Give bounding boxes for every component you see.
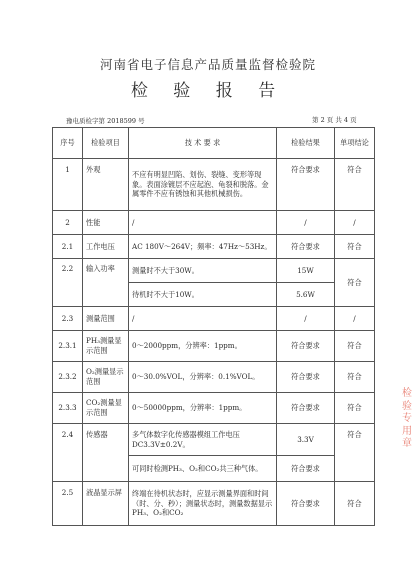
row-result: 符合要求 (277, 331, 335, 362)
row-item: CO₂测量显示范围 (83, 393, 129, 424)
row-conclusion: 符合 (335, 259, 375, 307)
table-row (53, 211, 375, 235)
row-result: 符合要求 (277, 393, 335, 424)
row-conclusion: 符合 (335, 331, 375, 362)
row-no: 2.5 (53, 482, 83, 526)
row-requirement: 多气体数字化传感器模组工作电压DC3.3V±0.2V。 (129, 424, 277, 456)
row-item: 液晶显示屏 (83, 482, 129, 526)
row-item: 外观 (83, 159, 129, 211)
row-requirement: 0～50000ppm，分辨率：1ppm。 (129, 393, 277, 424)
row-requirement: 0～2000ppm，分辨率：1ppm。 (129, 331, 277, 362)
row-result: 符合要求 (277, 235, 335, 259)
row-no: 2.3 (53, 307, 83, 331)
row-result: 15W (277, 259, 335, 283)
row-item: 性能 (83, 211, 129, 235)
row-item: O₂测量显示范围 (83, 362, 129, 393)
row-result: 符合要求 (277, 362, 335, 393)
col-header-conclusion: 单项结论 (335, 128, 375, 159)
row-conclusion: 符合 (335, 235, 375, 259)
row-requirement: 终端在待机状态时，应显示测量界面和时间（时、分、秒）；测量状态时，测量数据显示PH₃、O₂和CO₂ (129, 482, 277, 526)
row-item: 传感器 (83, 424, 129, 482)
inspection-stamp: 检验专用章 (402, 388, 412, 449)
row-conclusion: / (335, 211, 375, 235)
row-result: 3.3V (277, 424, 335, 456)
table-row (53, 159, 375, 211)
row-conclusion: 符合 (335, 362, 375, 393)
row-result: 符合要求 (277, 482, 335, 526)
table-header-row (53, 128, 375, 159)
row-result: / (277, 307, 335, 331)
col-header-no: 序号 (53, 128, 83, 159)
report-title: 检 验 报 告 (130, 81, 286, 101)
row-no: 2.1 (53, 235, 83, 259)
page-info: 第 2 页 共 4 页 (312, 116, 357, 124)
table-row (53, 235, 375, 259)
row-conclusion: 符合 (335, 393, 375, 424)
row-item: 测量范围 (83, 307, 129, 331)
row-no: 2.4 (53, 424, 83, 482)
table-row (53, 424, 375, 456)
row-no: 2.3.1 (53, 331, 83, 362)
col-header-requirement: 技 术 要 求 (129, 128, 277, 159)
table-row (53, 331, 375, 362)
row-result: / (277, 211, 335, 235)
table-row (53, 307, 375, 331)
table-row (53, 259, 375, 283)
row-conclusion: 符合 (335, 424, 375, 482)
row-requirement: / (129, 307, 277, 331)
row-item: 输入功率 (83, 259, 129, 307)
row-requirement: 0～30.0%VOL，分辨率：0.1%VOL。 (129, 362, 277, 393)
col-header-result: 检验结果 (277, 128, 335, 159)
row-result: 符合要求 (277, 456, 335, 482)
row-requirement: / (129, 211, 277, 235)
row-no: 2.3.3 (53, 393, 83, 424)
row-conclusion: 符合 (335, 482, 375, 526)
report-number: 豫电质检字第 2018599 号 (66, 117, 145, 125)
row-requirement: 待机时不大于10W。 (129, 283, 277, 307)
row-requirement: 测量时不大于30W。 (129, 259, 277, 283)
row-conclusion: / (335, 307, 375, 331)
row-requirement: AC 180V～264V；频率：47Hz～53Hz。 (129, 235, 277, 259)
row-result: 符合要求 (277, 159, 335, 211)
row-no: 2.3.2 (53, 362, 83, 393)
row-conclusion: 符合 (335, 159, 375, 211)
row-item: 工作电压 (83, 235, 129, 259)
row-requirement: 不应有明显凹陷、划伤、裂缝、变形等现象。表面涂镀层不应起泡、龟裂和脱落。金属零件不应有锈蚀和其他机械损伤。 (129, 159, 277, 211)
row-no: 2.2 (53, 259, 83, 307)
row-requirement: 可同时检测PH₃、O₂和CO₂共三种气体。 (129, 456, 277, 482)
row-result: 5.6W (277, 283, 335, 307)
row-no: 1 (53, 159, 83, 211)
org-name: 河南省电子信息产品质量监督检验院 (99, 57, 316, 72)
row-no: 2 (53, 211, 83, 235)
row-item: PH₃测量显示范围 (83, 331, 129, 362)
inspection-table (52, 127, 375, 526)
table-row (53, 482, 375, 526)
table-row (53, 393, 375, 424)
col-header-item: 检验项目 (83, 128, 129, 159)
table-row (53, 362, 375, 393)
